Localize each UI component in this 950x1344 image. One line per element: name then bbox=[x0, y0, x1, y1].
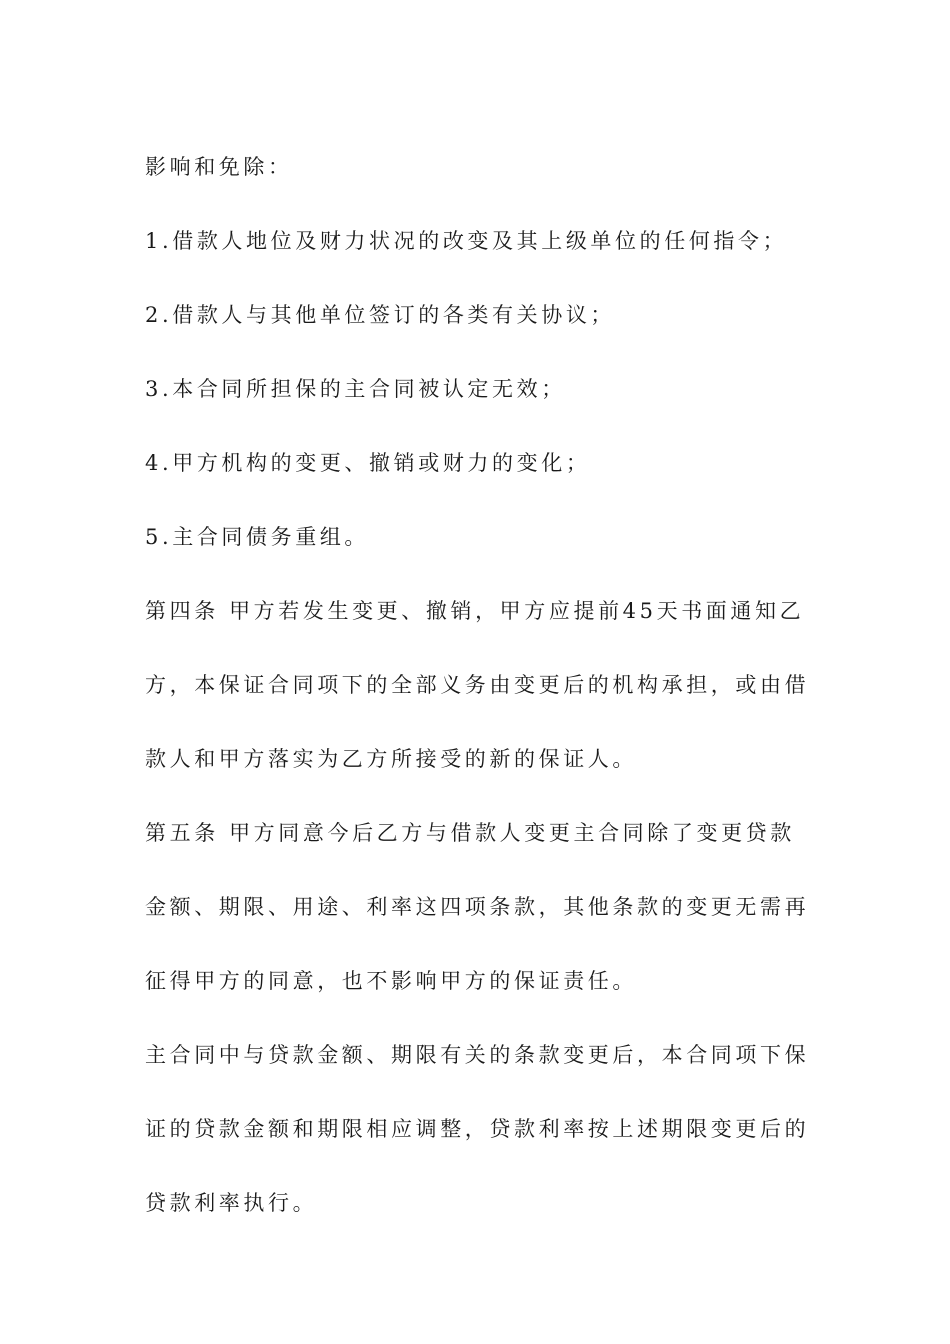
article-5-paragraph: 第五条 甲方同意今后乙方与借款人变更主合同除了变更贷款金额、期限、用途、利率这四项条款，其他条款的变更无需再征得甲方的同意，也不影响甲方的保证责任。 bbox=[145, 821, 810, 993]
list-item-2: 2.借款人与其他单位签订的各类有关协议； bbox=[145, 303, 616, 327]
list-item-4: 4.甲方机构的变更、撤销或财力的变化； bbox=[145, 451, 591, 475]
list-item-1: 1.借款人地位及财力状况的改变及其上级单位的任何指令； bbox=[145, 229, 788, 253]
adjustment-paragraph: 主合同中与贷款金额、期限有关的条款变更后，本合同项下保证的贷款金额和期限相应调整，贷款利率按上述期限变更后的贷款利率执行。 bbox=[145, 1043, 810, 1215]
list-item-5: 5.主合同债务重组。 bbox=[145, 525, 370, 549]
document-body bbox=[145, 130, 815, 1240]
paragraph-intro: 影响和免除： bbox=[145, 155, 293, 179]
article-4-paragraph: 第四条 甲方若发生变更、撤销，甲方应提前45天书面通知乙方，本保证合同项下的全部义务由变更后的机构承担，或由借款人和甲方落实为乙方所接受的新的保证人。 bbox=[145, 599, 810, 771]
list-item-3: 3.本合同所担保的主合同被认定无效； bbox=[145, 377, 566, 401]
